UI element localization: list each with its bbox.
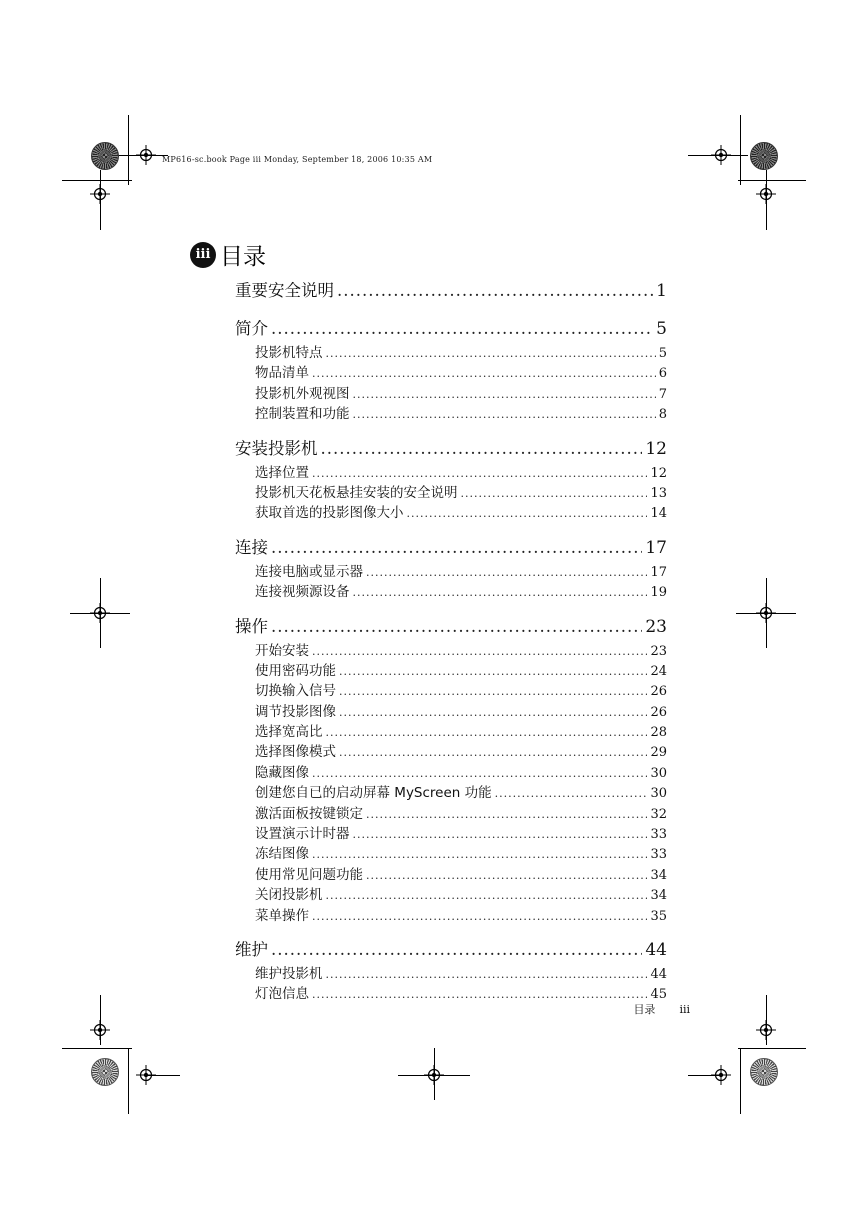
toc-dot-leader [312,985,647,1005]
toc-entry-title: 菜单操作 [255,907,309,924]
color-calibration-ball-icon [91,1058,119,1086]
toc-subsection-entry[interactable] [235,463,667,483]
toc-page-number: 8 [658,407,667,423]
toc-page-number: 14 [650,506,667,522]
page-title [190,238,266,271]
toc-dot-leader [326,723,648,743]
crop-mark [100,170,101,230]
toc-subsection-entry[interactable] [235,503,667,523]
toc-entry-title: 连接视频源设备 [255,584,350,601]
toc-dot-leader [326,886,648,906]
toc-page-number: 5 [656,319,667,339]
toc-subsection-entry[interactable] [235,844,667,864]
page-number-badge-icon: iii [190,242,216,268]
page-title-text: 目录 [220,244,266,270]
crop-mark [766,170,767,230]
toc-dot-leader [271,533,642,562]
print-slug: MP616-sc.book Page iii Monday, September 18, 2006 10:35 AM [162,155,433,164]
toc-page-number: 1 [656,281,667,301]
toc-subsection-entry[interactable] [235,363,667,383]
crop-mark [100,578,101,648]
toc-entry-title: 隐藏图像 [255,764,309,781]
toc-page-number: 24 [650,663,667,679]
toc-page-number: 34 [650,888,667,904]
toc-dot-leader [495,784,648,804]
toc-dot-leader [312,764,647,784]
toc-page-number: 30 [650,765,667,781]
toc-page-number: 12 [645,438,667,459]
toc-page-number: 34 [650,867,667,883]
crop-mark [766,995,767,1045]
toc-dot-leader [353,825,648,845]
toc-dot-leader [312,845,647,865]
color-calibration-ball-icon [750,1058,778,1086]
toc-dot-leader [326,965,648,985]
toc-dot-leader [353,405,656,425]
toc-entry-title: 选择图像模式 [255,744,336,761]
crop-mark [62,1048,132,1049]
toc-dot-leader [407,504,648,524]
toc-entry-title: 投影机天花板悬挂安装的安全说明 [255,484,458,501]
toc-page-number: 26 [650,704,667,720]
toc-entry-title: 投影机特点 [255,345,323,361]
toc-entry-title: 切换输入信号 [255,683,336,700]
crop-mark [738,1048,806,1049]
toc-dot-leader [339,662,647,682]
toc-dot-leader [312,364,656,384]
toc-dot-leader [271,935,642,964]
toc-dot-leader [339,743,647,763]
crop-mark [688,155,748,156]
table-of-contents [235,276,667,1005]
toc-subsection-entry[interactable] [235,984,667,1004]
toc-page-number: 29 [650,745,667,761]
toc-page-number: 45 [650,987,667,1003]
crop-mark [128,115,129,185]
crop-mark [740,115,741,185]
toc-entry-title: 维护投影机 [255,965,323,982]
toc-subsection-entry[interactable] [235,885,667,905]
toc-dot-leader [339,703,647,723]
footer-section-label: 目录 [633,1003,656,1016]
toc-page-number: 35 [650,908,667,924]
toc-entry-title: 重要安全说明 [235,281,334,300]
toc-page-number: 26 [650,684,667,700]
toc-section-entry[interactable] [235,314,667,343]
crop-mark [688,1075,722,1076]
toc-page-number: 17 [645,537,667,558]
toc-entry-title: 简介 [235,319,268,338]
toc-entry-title: 使用密码功能 [255,662,336,679]
crop-mark [128,1048,129,1114]
toc-page-number: 33 [650,827,667,843]
toc-page-number: 19 [650,585,667,601]
toc-entry-title: 创建您自已的启动屏幕 MyScreen 功能 [255,785,492,802]
color-calibration-ball-icon [91,142,119,170]
toc-page-number: 6 [658,366,667,382]
crop-mark [434,1048,435,1100]
toc-dot-leader [312,642,647,662]
color-calibration-ball-icon [750,142,778,170]
toc-subsection-entry[interactable] [235,702,667,722]
toc-dot-leader [312,907,647,927]
toc-page-number: 44 [645,939,667,960]
toc-subsection-entry[interactable] [235,722,667,742]
toc-section-entry[interactable] [235,533,667,562]
toc-subsection-entry[interactable] [235,562,667,582]
crop-mark [766,578,767,648]
toc-entry-title: 设置演示计时器 [255,826,350,843]
toc-dot-leader [271,612,642,641]
toc-entry-title: 调节投影图像 [255,703,336,720]
toc-entry-title: 操作 [235,616,268,636]
toc-dot-leader [337,276,653,305]
toc-page-number: 23 [650,643,667,659]
toc-section-entry[interactable] [235,434,667,463]
crop-mark [62,180,132,181]
toc-page-number: 28 [650,725,667,741]
crop-mark [100,995,101,1045]
toc-section-entry[interactable] [235,612,667,641]
toc-dot-leader [366,866,647,886]
toc-dot-leader [271,314,653,343]
toc-dot-leader [353,583,648,603]
toc-entry-title: 连接电脑或显示器 [255,563,363,580]
toc-dot-leader [461,484,648,504]
toc-subsection-entry[interactable] [235,742,667,762]
toc-entry-title: 控制装置和功能 [255,406,350,423]
toc-entry-title: 冻结图像 [255,846,309,863]
toc-subsection-entry[interactable] [235,343,667,363]
toc-dot-leader [366,805,647,825]
toc-page-number: 23 [645,616,667,637]
toc-subsection-entry[interactable] [235,681,667,701]
toc-dot-leader [326,344,656,364]
toc-subsection-entry[interactable] [235,906,667,926]
toc-entry-title: 选择位置 [255,464,309,481]
toc-subsection-entry[interactable] [235,783,667,803]
toc-page-number: 32 [650,806,667,822]
toc-page-number: 7 [658,386,667,402]
toc-entry-title: 开始安装 [255,642,309,659]
toc-page-number: 13 [650,485,667,501]
crop-mark [146,1075,180,1076]
toc-page-number: 17 [650,564,667,580]
toc-subsection-entry[interactable] [235,865,667,885]
toc-entry-title: 激活面板按键锁定 [255,805,363,822]
toc-entry-title: 维护 [235,939,268,959]
toc-subsection-entry[interactable] [235,964,667,984]
toc-subsection-entry[interactable] [235,804,667,824]
toc-entry-title: 关闭投影机 [255,887,323,904]
toc-subsection-entry[interactable] [235,384,667,404]
toc-dot-leader [321,434,643,463]
toc-page-number: 12 [650,465,667,481]
toc-entry-title: 连接 [235,537,268,557]
toc-page-number: 5 [658,346,667,361]
toc-subsection-entry[interactable] [235,404,667,424]
toc-entry-title: 使用常见问题功能 [255,866,363,883]
toc-entry-title: 选择宽高比 [255,724,323,741]
footer-page-number: iii [679,1003,690,1016]
toc-subsection-entry[interactable] [235,824,667,844]
toc-entry-title: 投影机外观视图 [255,385,350,402]
toc-entry-title: 获取首选的投影图像大小 [255,505,404,522]
toc-dot-leader [312,464,647,484]
page-footer [633,1001,690,1017]
toc-subsection-entry[interactable] [235,661,667,681]
crop-mark [738,180,806,181]
toc-subsection-entry[interactable] [235,483,667,503]
toc-entry-title: 灯泡信息 [255,986,309,1003]
toc-subsection-entry[interactable] [235,582,667,602]
toc-subsection-entry[interactable] [235,763,667,783]
toc-dot-leader [366,563,647,583]
toc-section-entry[interactable] [235,276,667,305]
toc-page-number: 30 [650,786,667,802]
toc-page-number: 44 [650,966,667,982]
toc-entry-title: 安装投影机 [235,438,318,458]
toc-dot-leader [353,385,656,405]
toc-subsection-entry[interactable] [235,641,667,661]
toc-entry-title: 物品清单 [255,365,309,382]
crop-mark [740,1048,741,1114]
toc-dot-leader [339,682,647,702]
toc-section-entry[interactable] [235,935,667,964]
toc-page-number: 33 [650,847,667,863]
